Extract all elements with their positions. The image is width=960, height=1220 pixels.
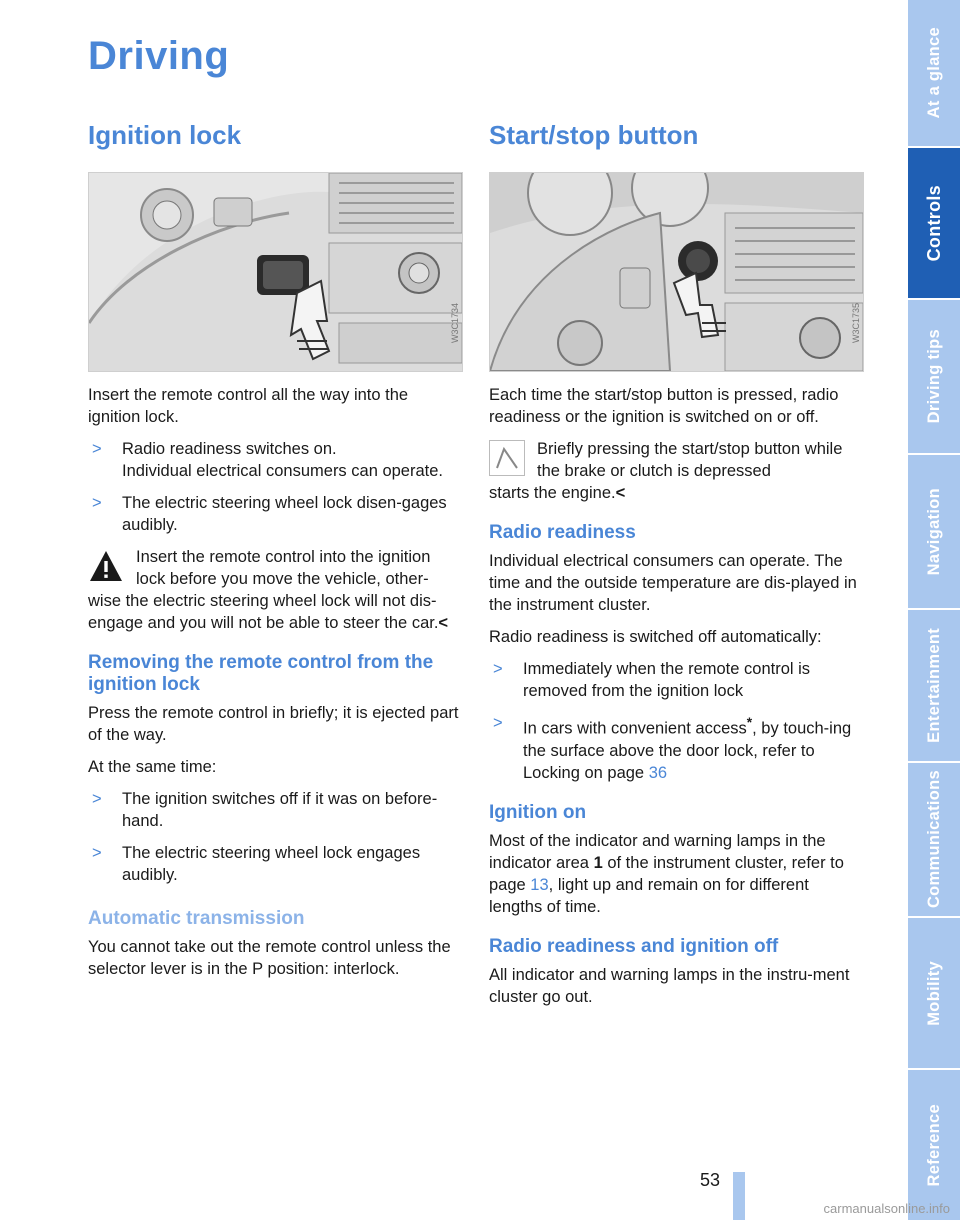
tab-driving-tips[interactable]: Driving tips — [908, 300, 960, 455]
ignition-intro: Insert the remote control all the way into the ignition lock. — [88, 386, 409, 426]
page-title: Driving — [88, 34, 230, 78]
page-link-36[interactable]: 36 — [648, 763, 668, 782]
right-column: Each time the start/stop button is pressed, radio readiness or the ignition is switched on or off. Briefly pressing the start/stop button while the brake or clutch is depressed starts the engine.< Radio readiness Individual electrical consumers can operate. The time and the outside temperature are dis-played in the instrument cluster. Radio readiness is switched off automatically: > Immediately when the remote control is removed from the ignition lock > In cars with convenient access*, by touch-ing the surface above the door lock, refer to Locking on page 36 Ignition on Most of the indicator and warning lamps in the indicator area 1 of the instrument cluster, refer to page 13, light up and remain on for different lengths of time. Radio readiness and ignition off All indicator and warning lamps in the instru-ment cluster go out. — [489, 384, 864, 1018]
watermark: carmanualsonline.info — [823, 1201, 950, 1216]
tab-controls[interactable]: Controls — [908, 148, 960, 300]
tab-at-a-glance[interactable]: At a glance — [908, 0, 960, 148]
tab-communications[interactable]: Communications — [908, 763, 960, 918]
page-number: 53 — [700, 1170, 721, 1190]
list-item: > The electric steering wheel lock engages audibly. — [92, 844, 421, 884]
tab-reference[interactable]: Reference — [924, 1103, 943, 1187]
warning-note: Insert the remote control into the ignition lock before you move the vehicle, other- wise the electric steering wheel lock will not dis-engage and you will not be able to steer the car.< — [88, 548, 449, 632]
option-star: * — [746, 715, 753, 730]
removing-remote-heading: Removing the remote control from the ignition lock — [88, 652, 434, 695]
list-item: > In cars with convenient access*, by touch-ing the surface above the door lock, refer to Locking on page 36 — [493, 714, 852, 782]
photo-code: W3C1735 — [851, 303, 861, 344]
start-stop-heading: Start/stop button — [489, 120, 699, 150]
photo-code: W3C1734 — [450, 303, 460, 344]
ignition-on-heading: Ignition on — [489, 801, 587, 823]
automatic-transmission-heading: Automatic transmission — [88, 908, 305, 929]
tab-mobility[interactable]: Mobility — [908, 918, 960, 1070]
note-icon — [489, 440, 525, 476]
list-item: > Immediately when the remote control is removed from the ignition lock — [493, 660, 811, 700]
page-link-13[interactable]: 13 — [530, 875, 549, 894]
warning-triangle-icon — [88, 548, 124, 584]
radio-ignition-off-heading: Radio readiness and ignition off — [489, 935, 779, 957]
info-note: Briefly pressing the start/stop button while the brake or clutch is depressed starts the engine.< — [489, 440, 843, 502]
ignition-lock-heading: Ignition lock — [88, 120, 242, 150]
list-item: > The ignition switches off if it was on before-hand. — [92, 790, 438, 830]
page-number-bar — [733, 1172, 745, 1220]
left-column: Insert the remote control all the way into the ignition lock. > Radio readiness switches on. Individual electrical consumers can operate. > The electric steering wheel lock disen-gages audibly. Insert the remote control into the ignition lock before you move the vehicle, other- wise the electric steering wheel lock will not dis-engage and you will not be able to steer the car.< Removing the remote control from the ignition lock Press the remote control in briefly; it is ejected part of the way. At the same time: > The ignition switches off if it was on before-hand. > The electric steering wheel lock engages audibly. Automatic transmission You cannot take out the remote control unless the selector lever is in the P position: interlock. — [88, 384, 463, 990]
start-stop-intro: Each time the start/stop button is pressed, radio readiness or the ignition is switched on or off. — [489, 386, 839, 426]
start-stop-photo — [489, 172, 864, 372]
list-item: > The electric steering wheel lock disen-gages audibly. — [92, 494, 447, 534]
chapter-tabs — [908, 0, 960, 1220]
ignition-lock-photo — [88, 172, 463, 372]
list-item: > Radio readiness switches on. Individual electrical consumers can operate. — [92, 440, 444, 480]
radio-readiness-heading: Radio readiness — [489, 522, 636, 543]
tab-entertainment[interactable]: Entertainment — [908, 610, 960, 763]
tab-navigation[interactable]: Navigation — [908, 455, 960, 610]
